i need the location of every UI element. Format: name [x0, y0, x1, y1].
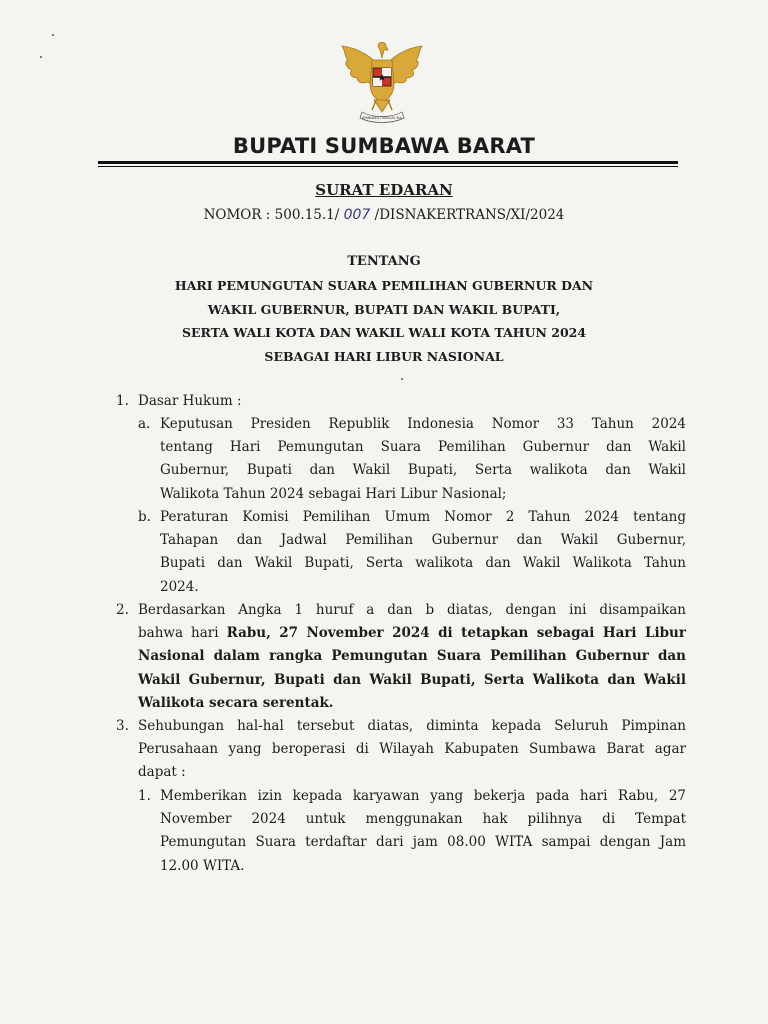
item-number: 1. [116, 393, 129, 409]
text-line: Memberikan izin kepada karyawan yang bekerja pada hari Rabu, 27 [160, 788, 686, 804]
subject-heading: TENTANG [347, 254, 421, 269]
text-line: Perusahaan yang beroperasi di Wilayah Kabupaten Sumbawa Barat agar [138, 741, 686, 758]
item-2-text [138, 599, 686, 715]
document-number [0, 207, 768, 223]
item-number: 1. [138, 788, 151, 804]
subject-title [120, 274, 648, 368]
scan-speck [52, 34, 54, 36]
item-1a-text [160, 413, 686, 506]
document-number-prefix: NOMOR : 500.15.1/ [203, 207, 340, 223]
text-line: Keputusan Presiden Republik Indonesia Nomor 33 Tahun 2024 [160, 416, 686, 432]
item-label: a. [138, 416, 151, 432]
text-line: Tahapan dan Jadwal Pemilihan Gubernur dan Wakil Gubernur, [160, 532, 686, 549]
text-emphasis: Nasional dalam rangka Pemungutan Suara Pemilihan Gubernur dan [138, 648, 686, 665]
item-label: b. [138, 509, 151, 525]
document-number-suffix: /DISNAKERTRANS/XI/2024 [374, 207, 565, 223]
item-number: 3. [116, 718, 129, 734]
letterhead-title: BUPATI SUMBAWA BARAT [232, 134, 536, 158]
text-emphasis: Wakil Gubernur, Bupati dan Wakil Bupati, Serta Walikota dan Wakil [138, 671, 686, 688]
text-line: Walikota Tahun 2024 sebagai Hari Libur Nasional; [160, 485, 507, 502]
subject-line: WAKIL GUBERNUR, BUPATI DAN WAKIL BUPATI, [207, 301, 561, 317]
text-line: Gubernur, Bupati dan Wakil Bupati, Serta walikota dan Wakil [160, 462, 686, 479]
text-line [138, 622, 686, 645]
subject-line: SEBAGAI HARI LIBUR NASIONAL [264, 348, 504, 364]
letterhead-rule-thin [98, 166, 678, 167]
item-3-text [138, 715, 686, 785]
item-1b-text [160, 506, 686, 599]
text-line: Berdasarkan Angka 1 huruf a dan b diatas, dengan ini disampaikan [138, 602, 686, 618]
document-number-handwritten: 007 [343, 207, 371, 223]
text-emphasis: Rabu, 27 November 2024 di tetapkan sebagai Hari Libur [226, 625, 686, 642]
text-line: Peraturan Komisi Pemilihan Umum Nomor 2 Tahun 2024 tentang [160, 509, 686, 525]
text-emphasis: Walikota secara serentak. [138, 694, 334, 711]
scan-speck [40, 56, 42, 58]
text-line: Sehubungan hal-hal tersebut diatas, diminta kepada Seluruh Pimpinan [138, 718, 686, 734]
text-line: 12.00 WITA. [160, 857, 245, 874]
text-line: tentang Hari Pemungutan Suara Pemilihan Gubernur dan Wakil [160, 439, 686, 456]
subject-line: SERTA WALI KOTA DAN WAKIL WALI KOTA TAHUN 2024 [181, 325, 587, 340]
text-plain: bahwa hari [138, 625, 227, 642]
item-3-sub-1-text [160, 785, 686, 878]
subject-line: HARI PEMUNGUTAN SUARA PEMILIHAN GUBERNUR DAN [174, 278, 594, 293]
text-line: November 2024 untuk menggunakan hak pilihnya di Tempat [160, 811, 686, 828]
svg-text:BHINNEKA TUNGGAL IKA: BHINNEKA TUNGGAL IKA [362, 116, 402, 120]
item-number: 2. [116, 602, 129, 618]
text-line: 2024. [160, 578, 199, 595]
item-1-title: Dasar Hukum : [138, 393, 242, 409]
text-line: dapat : [138, 764, 186, 781]
text-line: Bupati dan Wakil Bupati, Serta walikota dan Wakil Walikota Tahun [160, 555, 686, 572]
scan-speck [401, 378, 403, 380]
letterhead-rule [98, 161, 678, 164]
garuda-emblem-icon [332, 38, 432, 128]
text-line: Pemungutan Suara terdaftar dari jam 08.00 WITA sampai dengan Jam [160, 834, 686, 851]
document-type: SURAT EDARAN [315, 181, 453, 199]
